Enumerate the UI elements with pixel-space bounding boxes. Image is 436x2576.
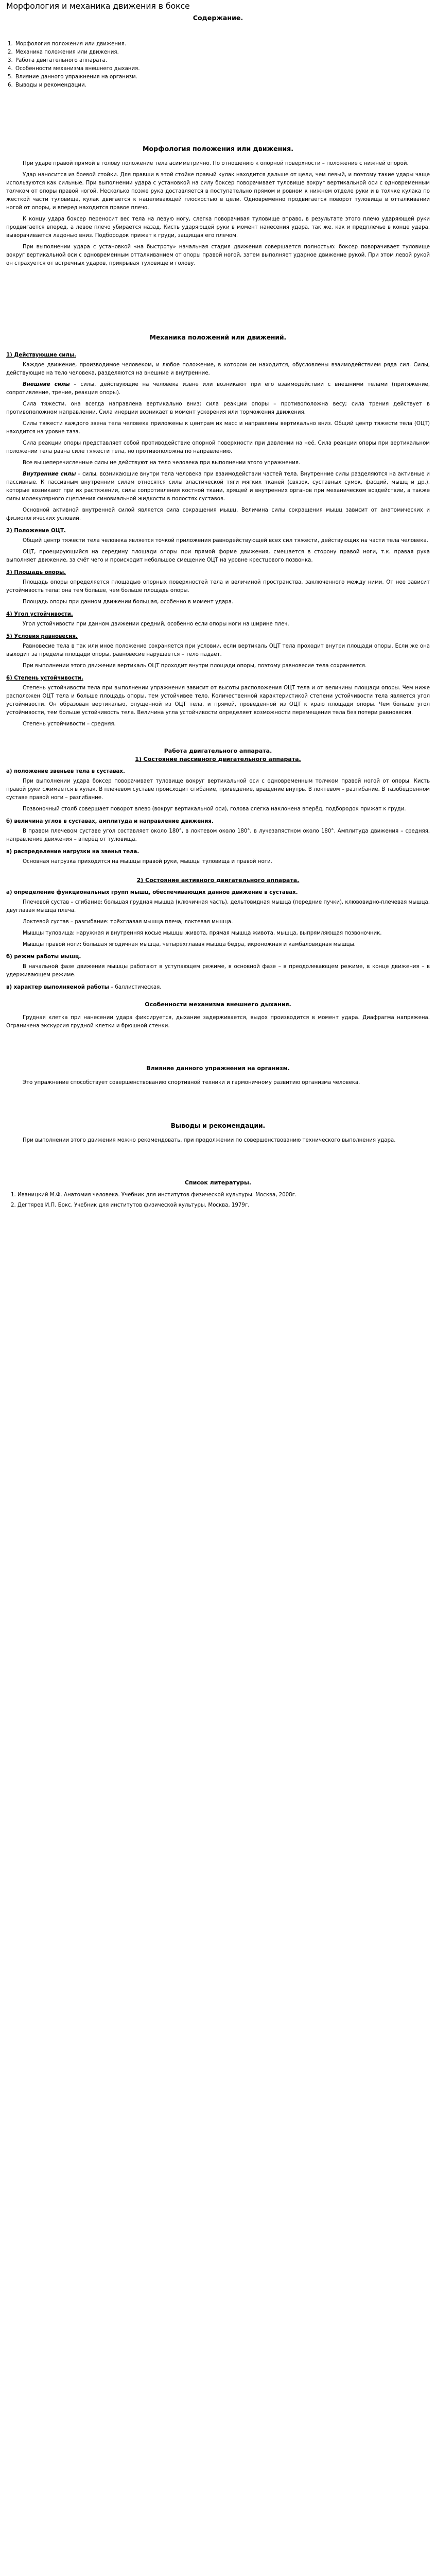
breathing-heading: Особенности механизма внешнего дыхания. (145, 1001, 291, 1008)
muscle-groups-paragraph: Мышцы туловища: наружная и внутренняя косые мышцы живота, прямая мышца живота, мышца, выпрямляющая позвоночник. (23, 930, 382, 936)
forces-paragraph: Каждое движение, производимое человеком, и любое положение, в котором он находится, обусловлены взаимодействием ряда сил. Силы, действующие на тело человека, разделяются на внешние и внутренние. (6, 362, 430, 376)
forces-paragraph: Сила реакции опоры представляет собой противодействие опорной поверхности при давлении на неё. Сила реакции опоры при вертикальном положении тела равна силе тяжести тела, но противоположна по направлению. (6, 440, 430, 454)
load-distribution-subheading: в) распределение нагрузки на звенья тела. (6, 849, 139, 855)
cog-paragraph: Общий центр тяжести тела человека является точкой приложения равнодействующей всех сил тяжести, действующих на части тела человека. (23, 538, 429, 544)
table-of-contents (6, 40, 430, 90)
muscle-groups-subheading: а) определение функциональных групп мышц, обеспечивающих данное движение в суставах. (6, 890, 298, 895)
joint-positions-subheading: а) положение звеньев тела в суставах. (6, 769, 125, 774)
morphology-heading: Морфология положения или движения. (142, 145, 294, 152)
equilibrium-paragraph: Равновесие тела в так или иное положение сохраняется при условии, если вертикаль ОЦТ тела проходит внутри площади опоры. Если же она выходит за пределы площади опоры, равновесие нарушается – тело падает. (6, 643, 430, 657)
forces-paragraph: Все вышеперечисленные силы не действуют на тело человека при выполнении этого упражнения. (23, 460, 301, 466)
cog-subheading: 2) Положение ОЦТ. (6, 528, 66, 534)
equilibrium-paragraph: При выполнении этого движения вертикаль ОЦТ проходит внутри площади опоры, поэтому равновесие тела сохраняется. (23, 663, 367, 669)
external-forces-term: Внешние силы (23, 382, 70, 387)
morphology-paragraph: К концу удара боксер переносит вес тела на левую ногу, слегка поворачивая туловище вправо, в результате этого плечо ударяющей руки продвигается вперёд, а левое плечо убирается назад. Кисть ударяющей руки в момент нанесения удара, так же, как и предплечье в конце удара, выворачивается ладонью вниз. Подбородок прижат к груди, защищая его плечом. (6, 216, 430, 239)
conclusions-heading: Выводы и рекомендации. (170, 1122, 266, 1129)
references-list (6, 1191, 430, 1210)
effect-paragraph: Это упражнение способствует совершенствованию спортивной техники и гармоничному развитию организма человека. (23, 1080, 360, 1086)
toc-item: 3. Работа двигательного аппарата. (14, 57, 430, 65)
muscle-mode-paragraph: В начальной фазе движения мышцы работают в уступающем режиме, в основной фазе – в преодолевающем режиме, в конце движения – в удерживающем режиме. (6, 964, 430, 978)
load-distribution-paragraph: Основная нагрузка приходится на мышцы правой руки, мышцы туловища и правой ноги. (23, 859, 272, 865)
morphology-paragraph: При выполнении удара с установкой «на быстроту» начальная стадия движения совершается полностью: боксер поворачивает туловище вокруг вертикальной оси с одновременным отталкиванием от опоры правой ногой, затем выполняет ударное движение рукой. При этом левой рукой он страхуется от встречных ударов, прикрывая туловище и голову. (6, 244, 430, 266)
effect-heading: Влияние данного упражнения на организм. (146, 1065, 290, 1072)
morphology-paragraph: Удар наносится из боевой стойки. Для правши в этой стойке правый кулак находится дальше от цели, чем левый, и поэтому такие удары чаще используются как сильные. При выполнении удара с установкой на силу боксер поворачивает туловище вокруг вертикальной оси с одновременным толчком от опоры правой ногой. Несколько позже рука доставляется в поступательно прямом и ровном к нижнем отделе руки и в толчке кулака по жесткой части туловища, кулак двигается к нацеливающей плоскостью в цели. Одновременно продвигается поворот туловища в отталкивании ногой от опоры, и вперед находится правое плечо. (6, 172, 430, 211)
reference-item: 1. Иваницкий М.Ф. Анатомия человека. Учебник для институтов физической культуры. Москва, 2008г. (18, 1191, 430, 1199)
toc-item: 5. Влияние данного упражнения на организм. (14, 73, 430, 81)
work-character-text: – баллистическая. (109, 985, 162, 990)
document-title: Морфология и механика движения в боксе (6, 2, 190, 11)
references-heading: Список литературы. (184, 1179, 252, 1186)
contents-heading: Содержание. (193, 14, 243, 22)
work-character-line (6, 984, 430, 992)
internal-forces-text: – силы, возникающие внутри тела человека при взаимодействии частей тела. Внутренние силы разделяются на активные и пассивные. К пассивным внутренним силам относятся силы эластической тяги мягких тканей (связок, суставных сумок, фасций, мышц и др.), которые возникают при их растяжении, силы сопротивления костной ткани, хрящей и внутренних органов при механическом воздействии, а также силы молекулярного сцепления синовиальной жидкости в полостях суставов. (6, 471, 430, 502)
external-forces-text: – силы, действующие на человека извне или возникают при его взаимодействии с внешними телами (притяжение, сопротивление, трение, реакция опоры). (6, 382, 430, 396)
joint-positions-paragraph: Позвоночный столб совершает поворот влево (вокруг вертикальной оси), голова слегка наклонена вперёд, подбородок прижат к груди. (23, 806, 406, 812)
joint-angles-paragraph: В правом плечевом суставе угол составляет около 180°, в локтевом около 180°, в лучезапястном около 180°. Амплитуда движения – средняя, направление движения – вперёд от туловища. (6, 828, 430, 842)
toc-item: 6. Выводы и рекомендации. (14, 81, 430, 90)
internal-forces-term: Внутренние силы (23, 471, 76, 477)
stability-angle-subheading: 4) Угол устойчивости. (6, 612, 73, 617)
stability-degree-subheading: 6) Степень устойчивости. (6, 675, 83, 681)
stability-angle-paragraph: Угол устойчивости при данном движении средний, особенно если опоры ноги на ширине плеч. (23, 621, 289, 627)
support-area-subheading: 3) Площадь опоры. (6, 570, 66, 575)
passive-apparatus-heading: 1) Состояние пассивного двигательного аппарата. (135, 756, 301, 762)
joint-angles-subheading: б) величина углов в суставах, амплитуда и направление движения. (6, 819, 214, 824)
toc-item: 1. Морфология положения или движения. (14, 40, 430, 48)
forces-paragraph: Основной активной внутренней силой является сила сокращения мышц. Величина силы сокращения мышц зависит от анатомических и физиологических условий. (6, 507, 430, 521)
muscle-groups-paragraph: Плечевой сустав – сгибание: большая грудная мышца (ключичная часть), дельтовидная мышца (передние пучки), клювовидно-плечевая мышца, двуглавая мышца плеча. (6, 900, 430, 913)
cog-paragraph: ОЦТ, проецирующийся на середину площади опоры при прямой форме движения, смещается в сторону правой ноги, т.к. правая рука выполняет движение, за счёт чего и происходит небольшое смещение ОЦТ на уровне крестцового позвонка. (6, 549, 430, 563)
equilibrium-subheading: 5) Условия равновесия. (6, 634, 78, 639)
forces-paragraph: Сила тяжести, она всегда направлена вертикально вниз; сила реакции опоры – противоположна весу; сила трения действует в противоположном направлении. Сила инерции возникает в момент ускорения или торможения движения. (6, 401, 430, 415)
toc-item: 4. Особенности механизма внешнего дыхания. (14, 65, 430, 73)
internal-forces-paragraph (6, 470, 430, 503)
forces-subheading: 1) Действующие силы. (6, 352, 76, 358)
reference-item: 2. Дегтярев И.П. Бокс. Учебник для институтов физической культуры. Москва, 1979г. (18, 1201, 430, 1210)
toc-item: 2. Механика положения или движения. (14, 48, 430, 57)
support-area-paragraph: Площадь опоры определяется площадью опорных поверхностей тела и величиной пространства, заключенного между ними. От нее зависит устойчивость тела: она тем больше, чем больше площадь опоры. (6, 580, 430, 594)
external-forces-paragraph (6, 381, 430, 397)
muscle-groups-paragraph: Мышцы правой ноги: большая ягодичная мышца, четырёхглавая мышца бедра, икроножная и камбаловидная мышцы. (23, 942, 356, 947)
mechanics-heading: Механика положений или движений. (149, 334, 287, 341)
joint-positions-paragraph: При выполнении удара боксер поворачивает туловище вокруг вертикальной оси с одновременным толчком правой ногой от опоры. Кисть правой руки сжимается в кулак. В плечевом суставе происходит сгибание, приведение, вращение внутрь. В локтевом – разгибание. В тазобедренном суставе правой ноги – разгибание. (6, 778, 430, 801)
forces-paragraph: Силы тяжести каждого звена тела человека приложены к центрам их масс и направлены вертикально вниз. Общий центр тяжести тела (ОЦТ) находится на уровне таза. (6, 421, 430, 435)
active-apparatus-heading: 2) Состояние активного двигательного аппарата. (136, 877, 300, 884)
conclusions-paragraph: При выполнении этого движения можно рекомендовать, при продолжении по совершенствованию технического выполнения удара. (23, 1138, 396, 1143)
muscle-groups-paragraph: Локтевой сустав – разгибание: трёхглавая мышца плеча, локтевая мышца. (23, 919, 233, 925)
muscle-mode-subheading: б) режим работы мышц. (6, 954, 81, 960)
morphology-paragraph: При ударе правой прямой в голову положение тела асимметрично. По отношению к опорной поверхности – положение с нижней опорой. (23, 161, 409, 166)
support-area-paragraph: Площадь опоры при данном движении большая, особенно в момент удара. (23, 599, 234, 605)
breathing-paragraph: Грудная клетка при нанесении удара фиксируется, дыхание задерживается, выдох производится в момент удара. Диафрагма напряжена. Ограничена экскурсия грудной клетки и брюшной стенки. (6, 1015, 430, 1029)
motor-apparatus-heading: Работа двигательного аппарата. (164, 748, 272, 754)
stability-degree-paragraph: Степень устойчивости – средняя. (23, 721, 116, 727)
work-character-term: в) характер выполняемой работы (6, 985, 109, 990)
stability-degree-paragraph: Степень устойчивости тела при выполнении упражнения зависит от высоты расположения ОЦТ тела и от величины площади опоры. Чем ниже расположен ОЦТ тела и больше площадь опоры, тем устойчивее тело. Количественной характеристикой степени устойчивости тела является угол устойчивости. Он образован вертикалью, опущенной из ОЦТ тела, и прямой, проведенной из ОЦТ к краю площади опоры. Чем больше угол устойчивости, тем больше устойчивость тела. Величина угла устойчивости определяет возможности перемещения тела без потери равновесия. (6, 685, 430, 716)
document-page (0, 1, 436, 1227)
